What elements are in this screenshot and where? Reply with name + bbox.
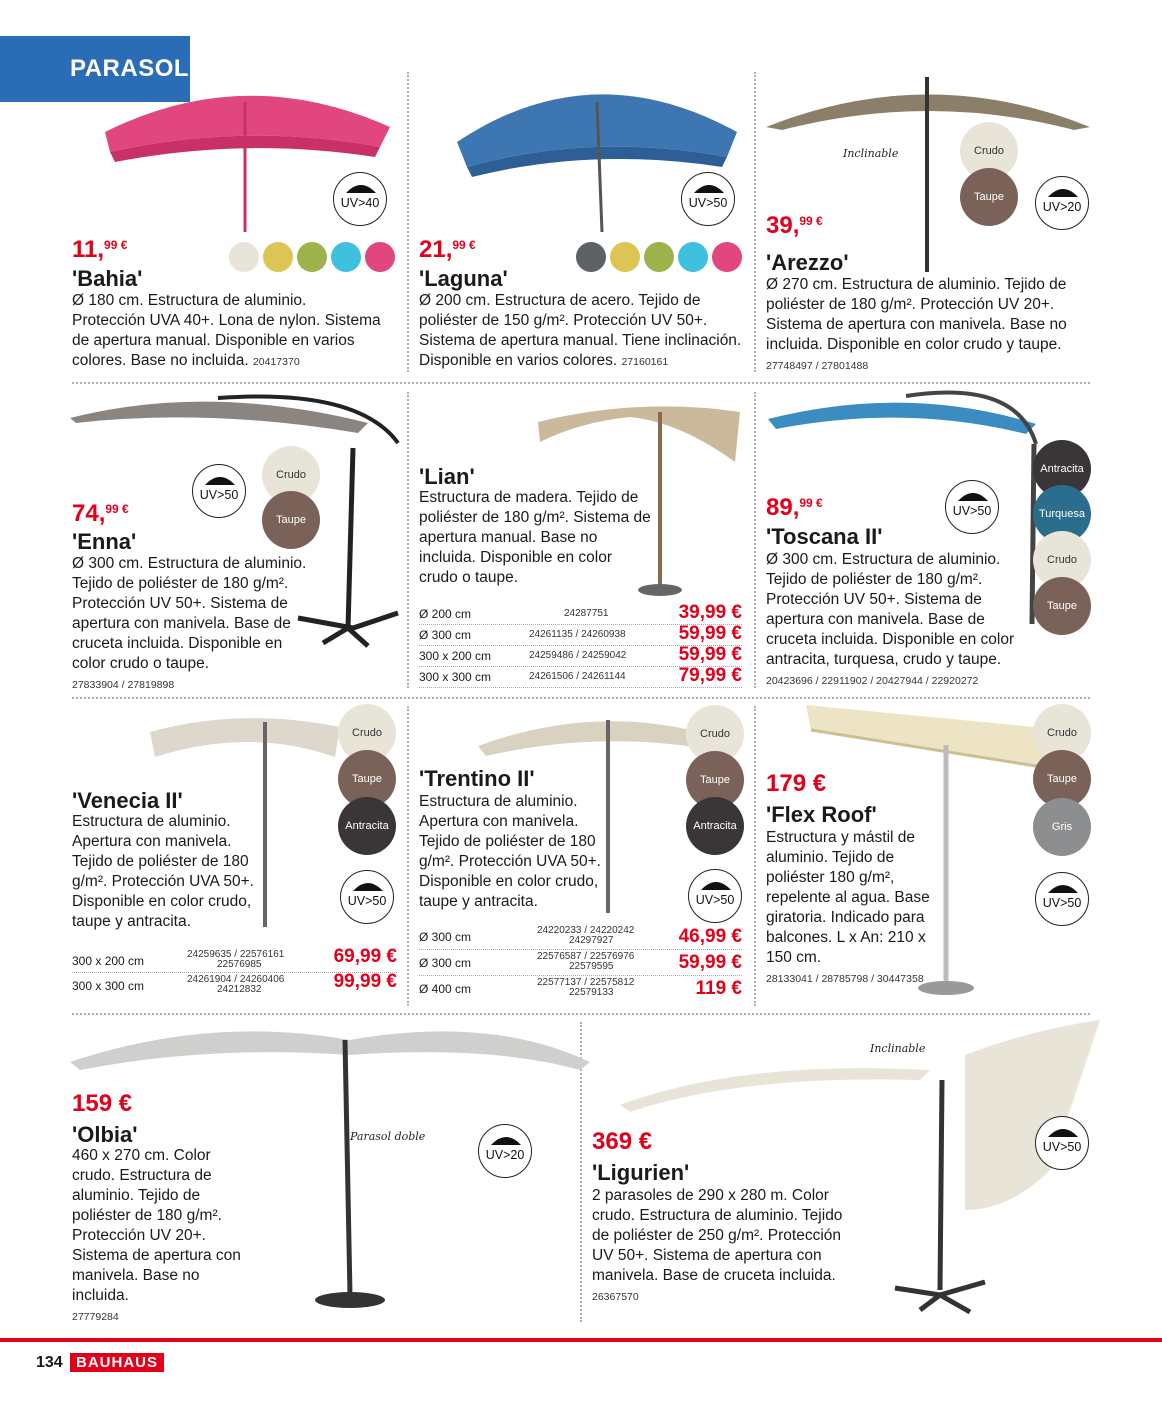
color-option-taupe[interactable]: Taupe	[262, 491, 320, 549]
price: 179 €	[766, 770, 827, 797]
color-swatch[interactable]	[365, 242, 395, 272]
table-row: Ø 300 cm 24220233 / 24220242 24297927 46,99 €	[419, 924, 742, 950]
product-name: 'Olbia'	[72, 1122, 138, 1147]
product-name: 'Flex Roof'	[766, 802, 877, 827]
product-description: 460 x 270 cm. Color crudo. Estructura de aluminio. Tejido de poliéster de 180 g/m². Protección UV 20+. Sistema de apertura con manivela. Base no incluida. 27779284	[72, 1147, 241, 1323]
price: 369 €	[592, 1128, 653, 1155]
color-swatch[interactable]	[644, 242, 674, 272]
price: 21,$^{99 €}$	[419, 236, 476, 263]
color-option-crudo[interactable]: Crudo	[262, 446, 320, 504]
color-option-taupe[interactable]: Taupe	[1033, 750, 1091, 808]
column-divider	[754, 392, 756, 688]
product-name: 'Lian'	[419, 464, 475, 489]
color-swatch[interactable]	[576, 242, 606, 272]
double-note: Parasol doble	[350, 1130, 426, 1143]
section-title: PARASOLES	[0, 36, 190, 102]
tilt-note: Inclinable	[870, 1042, 926, 1055]
product-name: 'Ligurien'	[592, 1160, 690, 1185]
price: 74,$^{99 €}$	[72, 500, 129, 527]
uv-badge: UV>50	[340, 870, 394, 924]
color-swatch[interactable]	[331, 242, 361, 272]
price-table	[419, 604, 742, 688]
product-description: 2 parasoles de 290 x 280 m. Color crudo. Estructura de aluminio. Tejido de poliéster de 250 g/m². Protección UV 50+. Sistema de apertura con manivela. Base de cruceta incluida. 26367570	[592, 1187, 843, 1303]
price-table	[419, 924, 742, 1001]
table-row: 300 x 200 cm 24259486 / 24259042 59,99 €	[419, 644, 742, 665]
arezzo-parasol-image	[764, 72, 1094, 272]
uv-badge: UV>50	[1035, 1116, 1089, 1170]
color-option-crudo[interactable]: Crudo	[686, 705, 744, 763]
color-option-taupe[interactable]: Taupe	[686, 751, 744, 809]
price-table	[72, 948, 397, 997]
product-description: Ø 300 cm. Estructura de aluminio. Tejido de poliéster de 180 g/m². Protección UV 50+. Sistema de apertura con manivela. Base de cruceta incluida. Disponible en color antracita, turquesa, crudo y taupe. 20423696 / 22911902 / 20427944 / 22920272	[766, 551, 1015, 687]
price: 159 €	[72, 1090, 133, 1117]
table-row: Ø 300 cm 22576587 / 22576976 22579595 59,99 €	[419, 950, 742, 976]
table-row: 300 x 300 cm 24261904 / 24260406 24212832 99,99 €	[72, 971, 397, 995]
color-swatch[interactable]	[610, 242, 640, 272]
color-swatch[interactable]	[297, 242, 327, 272]
color-option-antracita[interactable]: Antracita	[1033, 440, 1091, 498]
color-swatch[interactable]	[229, 242, 259, 272]
row-divider	[72, 1013, 1090, 1015]
product-description: Estructura de aluminio. Apertura con manivela. Tejido de poliéster de 180 g/m². Protección UVA 50+. Disponible en color crudo, taupe y antracita.	[419, 793, 601, 910]
table-row: Ø 200 cm 24287751 39,99 €	[419, 602, 742, 623]
product-name: 'Laguna'	[419, 266, 508, 291]
color-option-taupe[interactable]: Taupe	[1033, 577, 1091, 635]
product-description: Ø 270 cm. Estructura de aluminio. Tejido de poliéster de 180 g/m². Protección UV 20+. Sistema de apertura con manivela. Base no incluida. Disponible en color crudo y taupe. 27748497 / 27801488	[766, 276, 1067, 372]
product-name: 'Arezzo'	[766, 250, 849, 275]
table-row: Ø 300 cm 24261135 / 24260938 59,99 €	[419, 623, 742, 644]
product-name: 'Enna'	[72, 529, 137, 554]
brand-logo: BAUHAUS	[70, 1353, 164, 1372]
column-divider	[754, 72, 756, 372]
product-description: Estructura de madera. Tejido de poliéster de 180 g/m². Sistema de apertura manual. Base no incluida. Disponible en color crudo o taupe.	[419, 489, 651, 586]
table-row: 300 x 300 cm 24261506 / 24261144 79,99 €	[419, 665, 742, 686]
product-name: 'Trentino II'	[419, 766, 535, 791]
uv-badge: UV>20	[1035, 176, 1089, 230]
product-description: Ø 180 cm. Estructura de aluminio. Protección UVA 40+. Lona de nylon. Sistema de apertura manual. Disponible en varios colores. Base no incluida. 20417370	[72, 292, 381, 369]
uv-badge: UV>40	[333, 172, 387, 226]
uv-badge: UV>50	[681, 172, 735, 226]
color-option-turquesa[interactable]: Turquesa	[1033, 485, 1091, 543]
uv-badge: UV>50	[945, 480, 999, 534]
product-description: Ø 200 cm. Estructura de acero. Tejido de poliéster de 150 g/m². Protección UV 50+. Sistema de apertura manual. Tiene inclinación. Disponible en varios colores. 27160161	[419, 292, 742, 369]
color-swatch[interactable]	[712, 242, 742, 272]
footer-rule	[0, 1338, 1162, 1342]
color-option-antracita[interactable]: Antracita	[686, 797, 744, 855]
product-description: Estructura y mástil de aluminio. Tejido de poliéster 180 g/m², repelente al agua. Base giratoria. Indicado para balcones. L x An: 210 x 150 cm. 28133041 / 28785798 / 30447358	[766, 829, 930, 985]
color-option-crudo[interactable]: Crudo	[338, 704, 396, 762]
price: 39,$^{99 €}$	[766, 212, 823, 239]
table-row: 300 x 200 cm 24259635 / 22576161 22576985 69,99 €	[72, 948, 397, 973]
uv-badge: UV>50	[1035, 872, 1089, 926]
row-divider	[72, 697, 1090, 699]
color-option-gris[interactable]: Gris	[1033, 798, 1091, 856]
tilt-note: Inclinable	[843, 147, 899, 160]
column-divider	[407, 706, 409, 1006]
product-name: 'Bahia'	[72, 266, 143, 291]
color-option-crudo[interactable]: Crudo	[1033, 704, 1091, 762]
price: 89,$^{99 €}$	[766, 494, 823, 521]
table-row: Ø 400 cm 22577137 / 22575812 22579133 119 €	[419, 977, 742, 999]
uv-badge: UV>50	[688, 869, 742, 923]
product-name: 'Toscana II'	[766, 524, 883, 549]
product-name: 'Venecia II'	[72, 788, 183, 813]
color-option-crudo[interactable]: Crudo	[960, 122, 1018, 180]
page-number: 134	[36, 1354, 63, 1371]
price: 11,$^{99 €}$	[72, 236, 128, 263]
color-option-taupe[interactable]: Taupe	[338, 750, 396, 808]
color-option-antracita[interactable]: Antracita	[338, 797, 396, 855]
product-description: Ø 300 cm. Estructura de aluminio. Tejido de poliéster de 180 g/m². Protección UV 50+. Sistema de apertura con manivela. Base de cruceta incluida. Disponible en color crudo o taupe. 27833904 / 27819898	[72, 555, 307, 691]
color-option-taupe[interactable]: Taupe	[960, 168, 1018, 226]
color-option-crudo[interactable]: Crudo	[1033, 531, 1091, 589]
uv-badge: UV>50	[192, 464, 246, 518]
color-swatch[interactable]	[678, 242, 708, 272]
uv-badge: UV>20	[478, 1124, 532, 1178]
column-divider	[407, 72, 409, 372]
product-description: Estructura de aluminio. Apertura con manivela. Tejido de poliéster de 180 g/m². Protección UVA 50+. Disponible en color crudo, taupe y antracita.	[72, 813, 254, 930]
column-divider	[754, 706, 756, 1006]
color-swatch[interactable]	[263, 242, 293, 272]
